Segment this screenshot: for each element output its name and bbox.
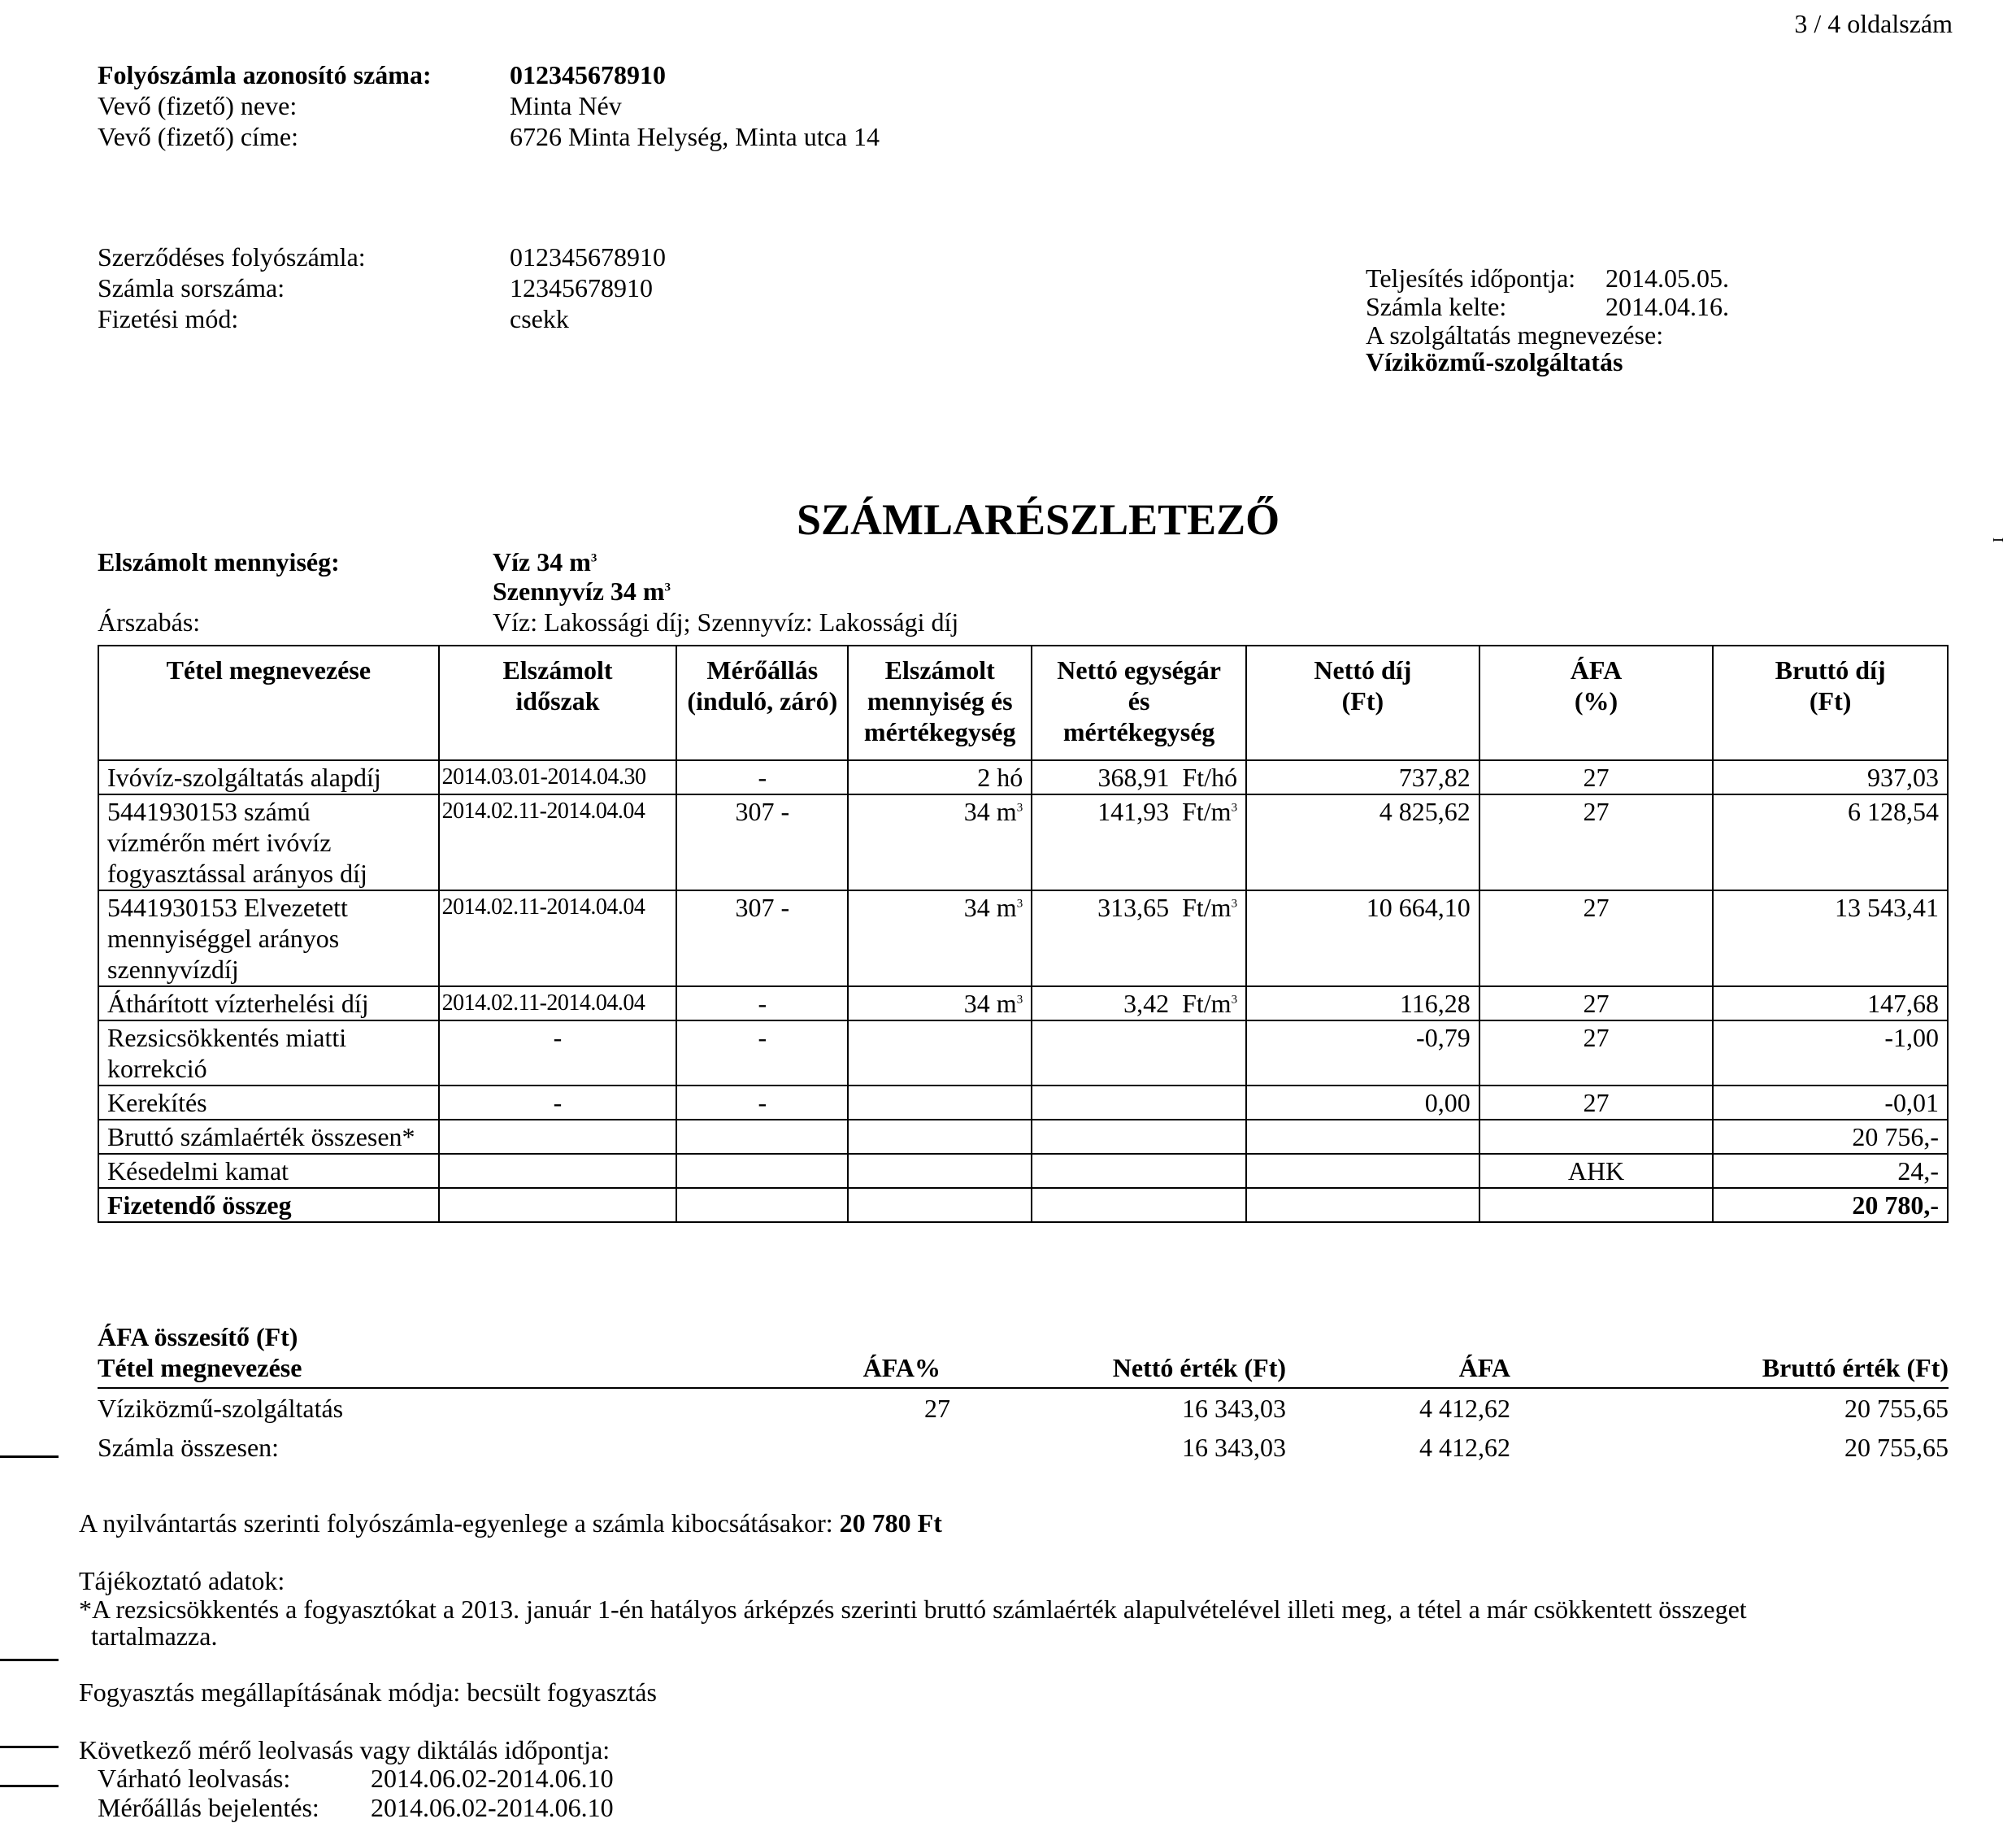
cell-name-line: szennyvízdíj [107, 955, 239, 984]
payment-method-label: Fizetési mód: [98, 304, 239, 333]
billed-quantity-label: Elszámolt mennyiség: [98, 547, 340, 576]
invoice-number-value: 12345678910 [510, 273, 653, 302]
unit-exponent: 3 [1231, 801, 1238, 815]
table-row [98, 1120, 1948, 1154]
cell-name-line: Rezsicsökkentés miatti [107, 1023, 347, 1052]
header-qty-line: Elszámolt [884, 655, 995, 685]
vat-total-vat: 4 412,62 [1419, 1433, 1510, 1462]
cell-gross [1713, 760, 1948, 794]
cell-vat [1479, 1120, 1714, 1154]
vat-text: AHK [1567, 1156, 1625, 1186]
cell-unit-price [1032, 986, 1246, 1020]
table-row [98, 794, 1948, 890]
next-reading-title: Következő mérő leolvasás vagy diktálás időpontja: [79, 1735, 610, 1764]
cell-name-line: Fizetendő összeg [107, 1190, 292, 1220]
period-text: - [553, 1088, 563, 1117]
meter-report-value: 2014.06.02-2014.06.10 [371, 1793, 614, 1822]
header-gross-line: (Ft) [1809, 686, 1852, 716]
vat-text: 27 [1583, 797, 1610, 826]
cell-unit-price [1032, 760, 1246, 794]
header-period [439, 646, 677, 760]
cell-meter [676, 760, 848, 794]
cell-meter [676, 1188, 848, 1222]
billed-water: Víz 34 $m^3$ [493, 547, 597, 576]
side-mark: I [1990, 537, 2006, 542]
cell-gross [1713, 890, 1948, 986]
table-row [98, 1188, 1948, 1222]
meter-report-label: Mérőállás bejelentés: [98, 1793, 319, 1822]
header-qty-line: mértékegység [863, 717, 1016, 746]
cell-name [98, 1188, 439, 1222]
performance-date-label: Teljesítés időpontja: [1366, 263, 1576, 293]
header-meter [676, 646, 848, 760]
cell-meter [676, 986, 848, 1020]
gross-text: 20 756,- [1852, 1122, 1939, 1151]
vat-header-gross: Bruttó érték (Ft) [1762, 1353, 1949, 1382]
vat-total-name: Számla összesen: [98, 1433, 280, 1462]
header-period-line: időszak [515, 686, 600, 716]
gross-text: 937,03 [1867, 763, 1939, 792]
cell-unit-price [1032, 890, 1246, 986]
expected-reading-value: 2014.06.02-2014.06.10 [371, 1764, 614, 1793]
meter-text: 307 - [735, 893, 790, 922]
cell-net [1246, 1020, 1479, 1086]
cell-period [439, 986, 677, 1020]
vat-summary-title: ÁFA összesítő (Ft) [98, 1322, 298, 1351]
header-qty-line: mennyiség és [867, 686, 1013, 716]
payment-method-value: csekk [510, 304, 569, 333]
cell-net [1246, 1120, 1479, 1154]
meter-text: - [758, 1088, 767, 1117]
cell-quantity [848, 1188, 1032, 1222]
net-text: 4 825,62 [1379, 797, 1471, 826]
header-vat-line: (%) [1574, 686, 1618, 716]
price-unit-text: Ft/m [1182, 797, 1232, 826]
cell-vat [1479, 760, 1714, 794]
header-net-line: (Ft) [1341, 686, 1384, 716]
cell-unit-price [1032, 1188, 1246, 1222]
cell-net [1246, 794, 1479, 890]
cell-vat [1479, 1188, 1714, 1222]
gross-text: -0,01 [1884, 1088, 1939, 1117]
cell-name-line: mennyiséggel arányos [107, 924, 340, 953]
unit-exponent: 3 [1016, 801, 1023, 815]
cell-unit-price [1032, 1020, 1246, 1086]
cell-period [439, 1154, 677, 1188]
cell-name [98, 1154, 439, 1188]
vat-text: 27 [1583, 1023, 1610, 1052]
cell-name [98, 890, 439, 986]
net-text: -0,79 [1416, 1023, 1471, 1052]
header-name-line: Tétel megnevezése [166, 655, 371, 685]
quantity-text: 34 m [963, 797, 1017, 826]
info-note-line2: tartalmazza. [91, 1621, 218, 1651]
cell-name [98, 1086, 439, 1120]
header-meter-line: (induló, záró) [687, 686, 838, 716]
gross-text: -1,00 [1884, 1023, 1939, 1052]
cell-period [439, 890, 677, 986]
cell-quantity [848, 1154, 1032, 1188]
header-vat [1479, 646, 1714, 760]
period-text: 2014.02.11-2014.04.04 [441, 894, 645, 920]
header-name [98, 646, 439, 760]
margin-mark [0, 1746, 59, 1748]
consumption-method: Fogyasztás megállapításának módja: becsült fogyasztás [79, 1677, 657, 1707]
unit-exponent: 3 [1016, 897, 1023, 911]
cell-gross [1713, 986, 1948, 1020]
header-price-line: Nettó egységár [1057, 655, 1221, 685]
unit-price-text: 3,42 [1123, 989, 1170, 1018]
gross-text: 147,68 [1867, 989, 1939, 1018]
cell-net [1246, 1154, 1479, 1188]
vat-header-vat: ÁFA [1458, 1353, 1510, 1382]
price-unit-text: Ft/m [1182, 893, 1232, 922]
cell-quantity [848, 1020, 1032, 1086]
cell-quantity [848, 1120, 1032, 1154]
balance-amount: 20 780 Ft [839, 1508, 942, 1538]
header-qty [848, 646, 1032, 760]
vat-header-net: Nettó érték (Ft) [1112, 1353, 1286, 1382]
cell-gross [1713, 1120, 1948, 1154]
period-text: 2014.02.11-2014.04.04 [441, 798, 645, 824]
header-gross-line: Bruttó díj [1775, 655, 1886, 685]
header-vat-line: ÁFA [1570, 655, 1623, 685]
issue-date-value: 2014.04.16. [1605, 292, 1729, 321]
gross-text: 24,- [1897, 1156, 1939, 1186]
header-price-line: mértékegység [1062, 717, 1215, 746]
cell-name-line: korrekció [107, 1054, 207, 1083]
cell-quantity [848, 1086, 1032, 1120]
service-label: A szolgáltatás megnevezése: [1366, 320, 1664, 350]
cell-vat [1479, 1154, 1714, 1188]
balance-line: A nyilvántartás szerinti folyószámla-egyenlege a számla kibocsátásakor: 20 780 Ft [79, 1508, 942, 1538]
cell-name-line: vízmérőn mért ivóvíz [107, 828, 332, 857]
margin-mark [0, 1785, 59, 1787]
cell-vat [1479, 890, 1714, 986]
cell-vat [1479, 986, 1714, 1020]
cell-gross [1713, 1154, 1948, 1188]
contract-label: Szerződéses folyószámla: [98, 242, 366, 272]
performance-date-value: 2014.05.05. [1605, 263, 1729, 293]
table-row [98, 1154, 1948, 1188]
expected-reading-label: Várható leolvasás: [98, 1764, 291, 1793]
cell-period [439, 1086, 677, 1120]
account-value: 012345678910 [510, 60, 666, 89]
vat-text: 27 [1583, 763, 1610, 792]
cell-name-line: fogyasztással arányos díj [107, 859, 367, 888]
vat-header-rate: ÁFA% [862, 1353, 941, 1382]
quantity-text: 34 m [963, 989, 1017, 1018]
cell-name-line: Bruttó számlaérték összesen* [107, 1122, 415, 1151]
cell-period [439, 760, 677, 794]
account-label: Folyószámla azonosító száma: [98, 60, 432, 89]
vat-row-name: Víziközmű-szolgáltatás [98, 1394, 344, 1423]
cell-period [439, 794, 677, 890]
service-value: Víziközmű-szolgáltatás [1366, 347, 1623, 376]
cell-meter [676, 1020, 848, 1086]
cell-vat [1479, 794, 1714, 890]
tariff-value: Víz: Lakossági díj; Szennyvíz: Lakossági díj [493, 607, 959, 637]
table-row [98, 1020, 1948, 1086]
unit-price-text: 313,65 [1097, 893, 1170, 922]
cell-period [439, 1020, 677, 1086]
unit-exponent: 3 [1231, 897, 1238, 911]
gross-text: 20 780,- [1852, 1190, 1939, 1220]
vat-text: 27 [1583, 893, 1610, 922]
table-row [98, 760, 1948, 794]
cell-net [1246, 890, 1479, 986]
cell-meter [676, 1086, 848, 1120]
cell-name [98, 986, 439, 1020]
tariff-label: Árszabás: [98, 607, 201, 637]
period-text: 2014.02.11-2014.04.04 [441, 990, 645, 1016]
billed-wastewater: Szennyvíz 34 $m^3$ [493, 576, 671, 606]
header-price-line: és [1127, 686, 1150, 716]
table-row [98, 986, 1948, 1020]
quantity-text: 34 m [963, 893, 1017, 922]
cell-meter [676, 794, 848, 890]
header-net-line: Nettó díj [1314, 655, 1412, 685]
cell-unit-price [1032, 1086, 1246, 1120]
vat-row-vat: 4 412,62 [1419, 1394, 1510, 1423]
cell-meter [676, 1120, 848, 1154]
unit-price-text: 141,93 [1097, 797, 1170, 826]
cell-net [1246, 1086, 1479, 1120]
unit-price-text: 368,91 [1097, 763, 1170, 792]
cell-quantity [848, 760, 1032, 794]
price-unit-text: Ft/m [1182, 989, 1232, 1018]
contract-value: 012345678910 [510, 242, 666, 272]
cell-period [439, 1188, 677, 1222]
address-value: 6726 Minta Helység, Minta utca 14 [510, 122, 880, 151]
gross-text: 6 128,54 [1848, 797, 1939, 826]
cell-unit-price [1032, 1120, 1246, 1154]
cell-name-line: 5441930153 Elvezetett [107, 893, 348, 922]
name-value: Minta Név [510, 91, 622, 120]
cell-quantity [848, 890, 1032, 986]
vat-text: 27 [1583, 1088, 1610, 1117]
vat-total-gross: 20 755,65 [1844, 1433, 1949, 1462]
meter-text: - [758, 1023, 767, 1052]
net-text: 737,82 [1398, 763, 1471, 792]
cell-vat [1479, 1020, 1714, 1086]
quantity-text: 2 hó [977, 763, 1023, 792]
period-text: 2014.03.01-2014.04.30 [441, 764, 646, 790]
invoice-number-label: Számla sorszáma: [98, 273, 285, 302]
cell-unit-price [1032, 794, 1246, 890]
header-net [1246, 646, 1479, 760]
table-row [98, 890, 1948, 986]
cell-name [98, 794, 439, 890]
net-text: 10 664,10 [1366, 893, 1471, 922]
page-title: SZÁMLARÉSZLETEZŐ [797, 495, 1280, 544]
info-note-line1: *A rezsicsökkentés a fogyasztókat a 2013. január 1-én hatályos árképzés szerinti bruttó számlaérték alapulvételével illeti meg, a tétel a már csökkentett összeget [79, 1595, 1747, 1624]
cell-vat [1479, 1086, 1714, 1120]
margin-mark [0, 1455, 59, 1458]
meter-text: 307 - [735, 797, 790, 826]
unit-exponent: 3 [1016, 993, 1023, 1007]
price-unit-text: Ft/hó [1182, 763, 1238, 792]
net-text: 0,00 [1424, 1088, 1471, 1117]
meter-text: - [758, 763, 767, 792]
cell-name-line: Késedelmi kamat [107, 1156, 289, 1186]
cell-name-line: Áthárított vízterhelési díj [107, 989, 369, 1018]
vat-row-rate: 27 [924, 1394, 950, 1423]
invoice-detail-table [98, 645, 1949, 1223]
gross-text: 13 543,41 [1835, 893, 1939, 922]
vat-row-net: 16 343,03 [1182, 1394, 1286, 1423]
cell-name-line: Ivóvíz-szolgáltatás alapdíj [107, 763, 381, 792]
vat-header-name: Tétel megnevezése [98, 1353, 302, 1382]
table-header-row [98, 646, 1948, 760]
cell-name-line: Kerekítés [107, 1088, 207, 1117]
issue-date-label: Számla kelte: [1366, 292, 1507, 321]
cell-name-line: 5441930153 számú [107, 797, 311, 826]
unit-exponent: 3 [1231, 993, 1238, 1007]
header-meter-line: Mérőállás [706, 655, 819, 685]
header-price [1032, 646, 1246, 760]
cell-net [1246, 1188, 1479, 1222]
info-title: Tájékoztató adatok: [79, 1566, 285, 1595]
header-period-line: Elszámolt [502, 655, 613, 685]
cell-meter [676, 1154, 848, 1188]
cell-name [98, 760, 439, 794]
cell-meter [676, 890, 848, 986]
cell-net [1246, 986, 1479, 1020]
meter-text: - [758, 989, 767, 1018]
page-number: 3 / 4 oldalszám [1794, 9, 1953, 38]
cell-gross [1713, 794, 1948, 890]
net-text: 116,28 [1399, 989, 1471, 1018]
cell-name [98, 1020, 439, 1086]
name-label: Vevő (fizető) neve: [98, 91, 298, 120]
table-row [98, 1086, 1948, 1120]
vat-header-rule [98, 1387, 1949, 1389]
cell-unit-price [1032, 1154, 1246, 1188]
vat-text: 27 [1583, 989, 1610, 1018]
vat-row-gross: 20 755,65 [1844, 1394, 1949, 1423]
vat-total-net: 16 343,03 [1182, 1433, 1286, 1462]
period-text: - [553, 1023, 563, 1052]
cell-quantity [848, 986, 1032, 1020]
cell-period [439, 1120, 677, 1154]
margin-mark [0, 1659, 59, 1661]
cell-gross [1713, 1020, 1948, 1086]
cell-gross [1713, 1188, 1948, 1222]
address-label: Vevő (fizető) címe: [98, 122, 298, 151]
cell-net [1246, 760, 1479, 794]
header-gross [1713, 646, 1948, 760]
cell-gross [1713, 1086, 1948, 1120]
cell-name [98, 1120, 439, 1154]
cell-quantity [848, 794, 1032, 890]
